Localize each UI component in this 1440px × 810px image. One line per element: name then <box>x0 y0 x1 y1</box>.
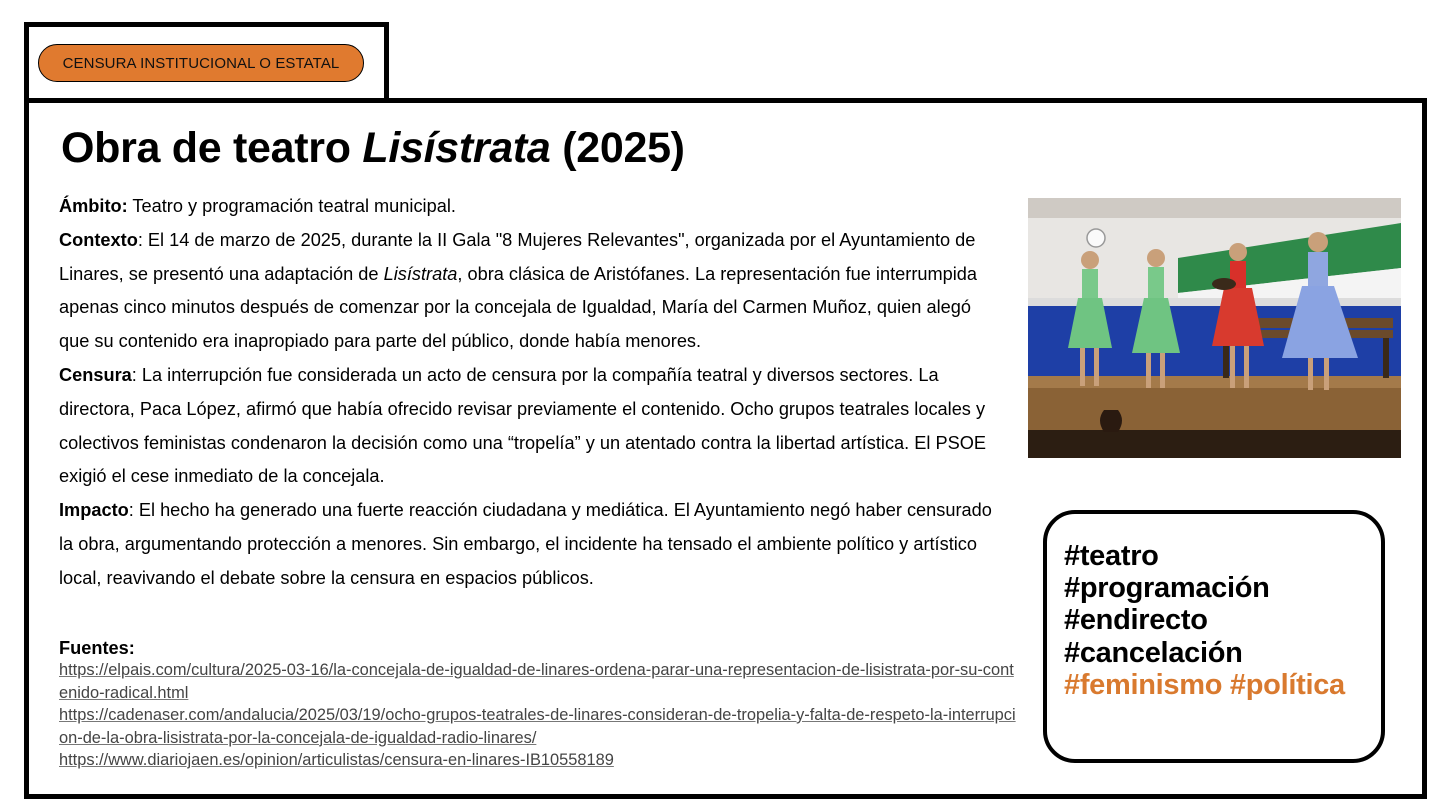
contexto-label: Contexto <box>59 229 138 250</box>
ambito-text: Teatro y programación teatral municipal. <box>127 196 456 216</box>
title-prefix: Obra de teatro <box>61 124 363 172</box>
ambito-paragraph <box>59 190 1004 224</box>
stage-photo <box>1028 198 1401 458</box>
hashtag-endirecto: #endirecto <box>1064 604 1208 637</box>
source-link-diariojaen[interactable]: https://www.diariojaen.es/opinion/articulistas/censura-en-linares-IB10558189 <box>59 751 614 769</box>
source-link-elpais[interactable]: https://elpais.com/cultura/2025-03-16/la-concejala-de-igualdad-de-linares-ordena-parar-una-representacion-de-lisistrata-por-su-contenido-radical.html <box>59 661 1014 702</box>
category-badge: CENSURA INSTITUCIONAL O ESTATAL <box>38 44 364 82</box>
impacto-text: : El hecho ha generado una fuerte reacción ciudadana y mediática. El Ayuntamiento negó haber censurado la obra, argumentando protección a menores. Sin embargo, el incidente ha tensado el ambiente político y artístico local, reavivando el debate sobre la censura en espacios públicos. <box>59 500 992 588</box>
title-work: Lisístrata <box>362 124 551 172</box>
censura-label: Censura <box>59 364 132 385</box>
hashtag-programacion: #programación <box>1064 572 1270 605</box>
hashtag-accent: #feminismo #política <box>1064 668 1345 701</box>
source-link-cadenaser[interactable]: https://cadenaser.com/andalucia/2025/03/19/ocho-grupos-teatrales-de-linares-consideran-de-tropelia-y-falta-de-respeto-la-interrupcion-de-la-obra-lisistrata-por-la-concejala-de-igualdad-radio-linares/ <box>59 706 1016 747</box>
contexto-text-after: , obra clásica de Aristófanes. La representación fue interrumpida apenas cinco minutos después de comenzar por la concejala de Igualdad, María del Carmen Muñoz, quien alegó que su contenido era inapropiado para parte del público, donde había menores. <box>59 263 978 352</box>
sources-label: Fuentes: <box>59 638 135 658</box>
impacto-label: Impacto <box>59 500 129 521</box>
hashtag-cancelacion: #cancelación <box>1064 636 1243 669</box>
contexto-work: Lisístrata <box>383 263 458 284</box>
ambito-label: Ámbito: <box>59 196 128 216</box>
hashtag-teatro: #teatro <box>1064 540 1159 572</box>
page-title <box>61 122 685 174</box>
censura-text: : La interrupción fue considerada un acto de censura por la compañía teatral y diversos sectores. La directora, Paca López, afirmó que había ofrecido revisar previamente el contenido. Ocho grupos teatrales locales y colectivos feministas condenaron la decisión como una “tropelía” y un atentado contra la libertad artística. El PSOE exigió el cese inmediato de la concejala. <box>59 364 987 487</box>
censura-paragraph <box>59 359 1004 494</box>
contexto-paragraph <box>59 224 1004 359</box>
article-body <box>59 190 1004 596</box>
hashtag-list <box>1064 540 1345 701</box>
title-suffix: (2025) <box>550 124 685 172</box>
sources-section <box>59 637 1019 772</box>
impacto-paragraph <box>59 494 1004 595</box>
contexto-text-before: : El 14 de marzo de 2025, durante la II Gala "8 Mujeres Relevantes", organizada por el Ayuntamiento de Linares, se presentó una adaptación de <box>59 229 976 284</box>
